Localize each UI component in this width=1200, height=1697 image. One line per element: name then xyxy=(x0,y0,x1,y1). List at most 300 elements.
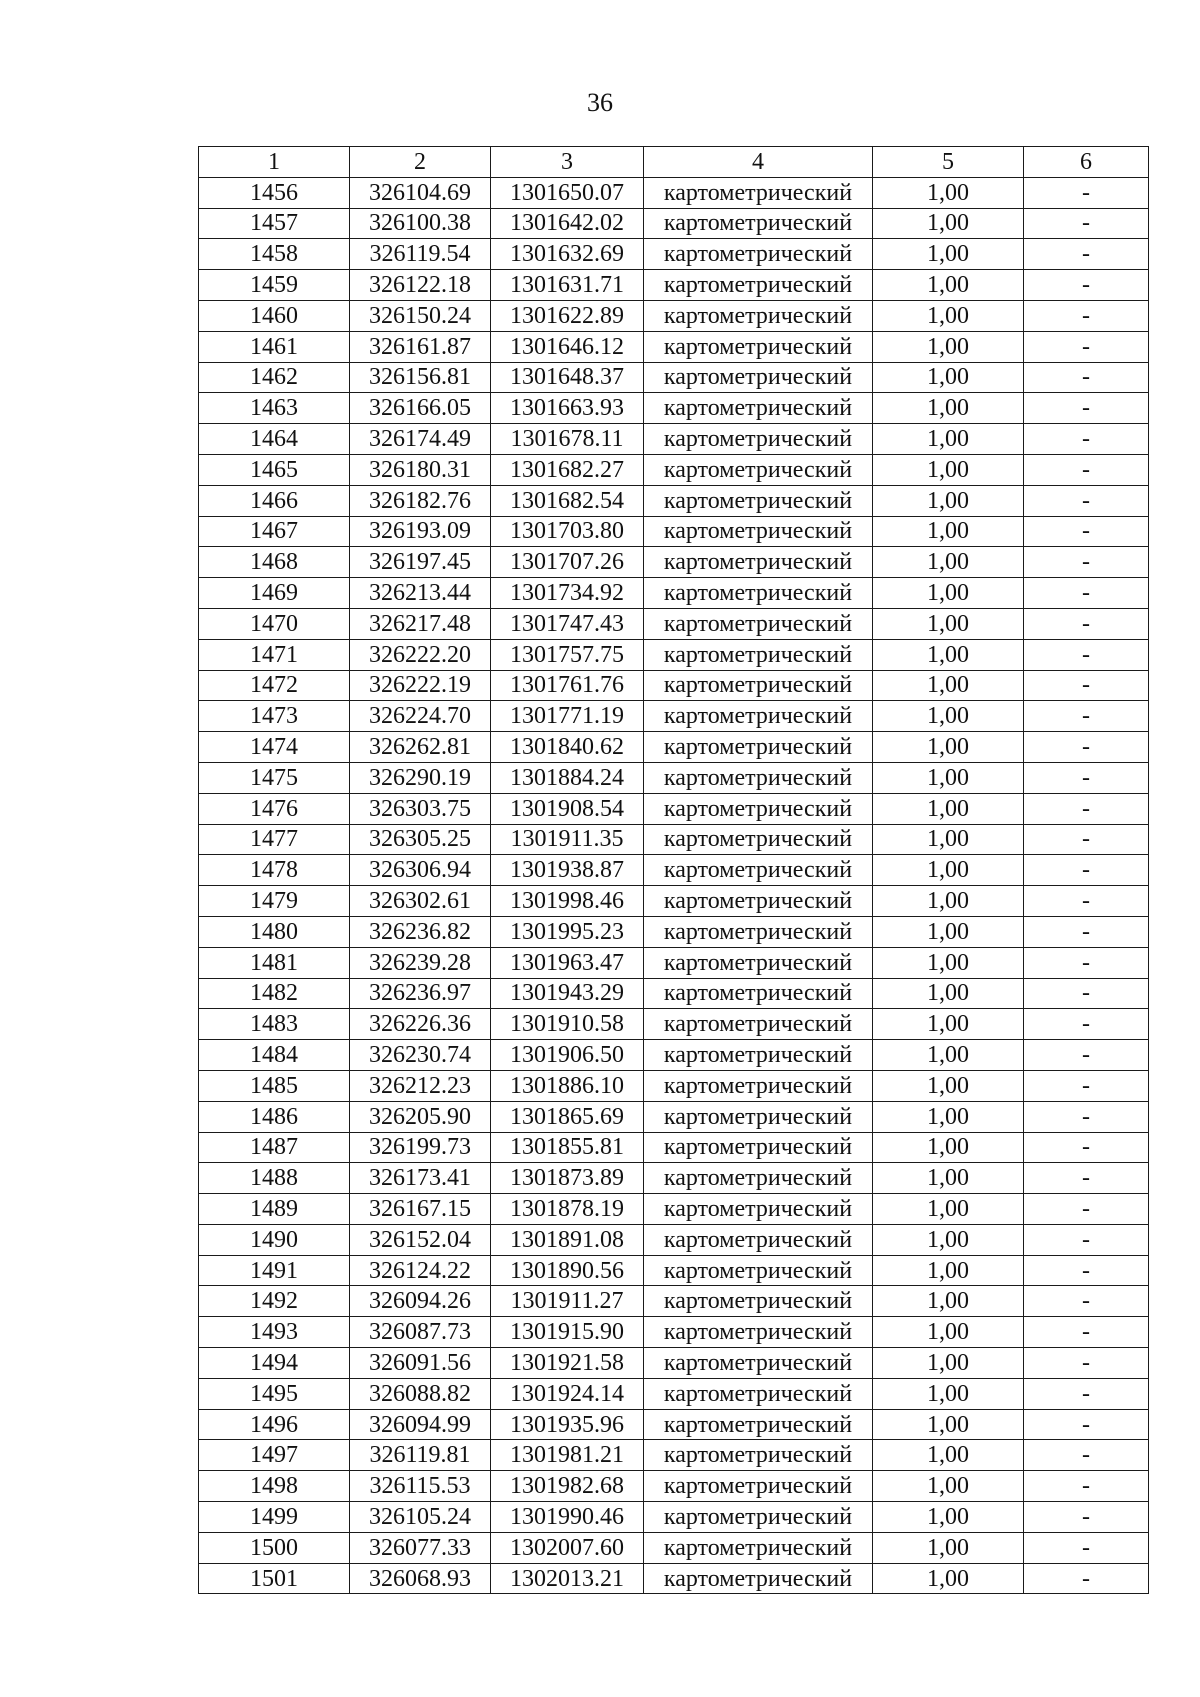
point-number-cell: 1487 xyxy=(199,1132,350,1163)
point-number-cell: 1494 xyxy=(199,1348,350,1379)
table-row xyxy=(199,1409,1149,1440)
note-cell: - xyxy=(1024,1471,1149,1502)
method-cell: картометрический xyxy=(644,1194,873,1225)
accuracy-cell: 1,00 xyxy=(873,1348,1024,1379)
accuracy-cell: 1,00 xyxy=(873,516,1024,547)
note-cell: - xyxy=(1024,1040,1149,1071)
method-cell: картометрический xyxy=(644,1471,873,1502)
point-number-cell: 1456 xyxy=(199,177,350,208)
accuracy-cell: 1,00 xyxy=(873,762,1024,793)
point-number-cell: 1468 xyxy=(199,547,350,578)
y-coordinate-cell: 1301646.12 xyxy=(491,331,644,362)
method-cell: картометрический xyxy=(644,732,873,763)
y-coordinate-cell: 1301908.54 xyxy=(491,793,644,824)
column-header: 1 xyxy=(199,147,350,178)
note-cell: - xyxy=(1024,270,1149,301)
note-cell: - xyxy=(1024,1440,1149,1471)
method-cell: картометрический xyxy=(644,300,873,331)
method-cell: картометрический xyxy=(644,824,873,855)
x-coordinate-cell: 326236.82 xyxy=(350,916,491,947)
table-row xyxy=(199,732,1149,763)
x-coordinate-cell: 326174.49 xyxy=(350,424,491,455)
accuracy-cell: 1,00 xyxy=(873,639,1024,670)
y-coordinate-cell: 1301921.58 xyxy=(491,1348,644,1379)
table-body xyxy=(199,147,1149,1594)
table-row xyxy=(199,1040,1149,1071)
point-number-cell: 1499 xyxy=(199,1502,350,1533)
point-number-cell: 1459 xyxy=(199,270,350,301)
point-number-cell: 1463 xyxy=(199,393,350,424)
point-number-cell: 1482 xyxy=(199,978,350,1009)
accuracy-cell: 1,00 xyxy=(873,1378,1024,1409)
note-cell: - xyxy=(1024,1378,1149,1409)
accuracy-cell: 1,00 xyxy=(873,424,1024,455)
note-cell: - xyxy=(1024,701,1149,732)
table-row xyxy=(199,1317,1149,1348)
point-number-cell: 1476 xyxy=(199,793,350,824)
y-coordinate-cell: 1301886.10 xyxy=(491,1070,644,1101)
x-coordinate-cell: 326122.18 xyxy=(350,270,491,301)
note-cell: - xyxy=(1024,1070,1149,1101)
method-cell: картометрический xyxy=(644,424,873,455)
note-cell: - xyxy=(1024,762,1149,793)
note-cell: - xyxy=(1024,855,1149,886)
x-coordinate-cell: 326094.26 xyxy=(350,1286,491,1317)
y-coordinate-cell: 1301963.47 xyxy=(491,947,644,978)
note-cell: - xyxy=(1024,1348,1149,1379)
table-row xyxy=(199,1378,1149,1409)
point-number-cell: 1466 xyxy=(199,485,350,516)
point-number-cell: 1477 xyxy=(199,824,350,855)
accuracy-cell: 1,00 xyxy=(873,1224,1024,1255)
point-number-cell: 1497 xyxy=(199,1440,350,1471)
point-number-cell: 1484 xyxy=(199,1040,350,1071)
y-coordinate-cell: 1301995.23 xyxy=(491,916,644,947)
point-number-cell: 1500 xyxy=(199,1532,350,1563)
y-coordinate-cell: 1301771.19 xyxy=(491,701,644,732)
x-coordinate-cell: 326306.94 xyxy=(350,855,491,886)
x-coordinate-cell: 326226.36 xyxy=(350,1009,491,1040)
table-row xyxy=(199,886,1149,917)
y-coordinate-cell: 1301924.14 xyxy=(491,1378,644,1409)
x-coordinate-cell: 326239.28 xyxy=(350,947,491,978)
accuracy-cell: 1,00 xyxy=(873,732,1024,763)
page-number: 36 xyxy=(587,88,613,117)
column-header: 6 xyxy=(1024,147,1149,178)
column-header: 3 xyxy=(491,147,644,178)
table-row xyxy=(199,855,1149,886)
point-number-cell: 1491 xyxy=(199,1255,350,1286)
point-number-cell: 1460 xyxy=(199,300,350,331)
table-row xyxy=(199,608,1149,639)
y-coordinate-cell: 1301906.50 xyxy=(491,1040,644,1071)
method-cell: картометрический xyxy=(644,1532,873,1563)
table-row xyxy=(199,1348,1149,1379)
x-coordinate-cell: 326077.33 xyxy=(350,1532,491,1563)
accuracy-cell: 1,00 xyxy=(873,1009,1024,1040)
x-coordinate-cell: 326088.82 xyxy=(350,1378,491,1409)
y-coordinate-cell: 1301648.37 xyxy=(491,362,644,393)
x-coordinate-cell: 326104.69 xyxy=(350,177,491,208)
note-cell: - xyxy=(1024,485,1149,516)
method-cell: картометрический xyxy=(644,485,873,516)
table-row xyxy=(199,1286,1149,1317)
method-cell: картометрический xyxy=(644,1224,873,1255)
x-coordinate-cell: 326262.81 xyxy=(350,732,491,763)
table-header-row xyxy=(199,147,1149,178)
note-cell: - xyxy=(1024,1009,1149,1040)
accuracy-cell: 1,00 xyxy=(873,208,1024,239)
note-cell: - xyxy=(1024,1532,1149,1563)
point-number-cell: 1473 xyxy=(199,701,350,732)
x-coordinate-cell: 326166.05 xyxy=(350,393,491,424)
method-cell: картометрический xyxy=(644,270,873,301)
accuracy-cell: 1,00 xyxy=(873,1286,1024,1317)
method-cell: картометрический xyxy=(644,454,873,485)
table-row xyxy=(199,978,1149,1009)
y-coordinate-cell: 1301761.76 xyxy=(491,670,644,701)
y-coordinate-cell: 1301981.21 xyxy=(491,1440,644,1471)
x-coordinate-cell: 326180.31 xyxy=(350,454,491,485)
y-coordinate-cell: 1301840.62 xyxy=(491,732,644,763)
point-number-cell: 1495 xyxy=(199,1378,350,1409)
point-number-cell: 1457 xyxy=(199,208,350,239)
x-coordinate-cell: 326205.90 xyxy=(350,1101,491,1132)
note-cell: - xyxy=(1024,916,1149,947)
table-row xyxy=(199,701,1149,732)
note-cell: - xyxy=(1024,1563,1149,1594)
method-cell: картометрический xyxy=(644,978,873,1009)
table-row xyxy=(199,947,1149,978)
x-coordinate-cell: 326119.54 xyxy=(350,239,491,270)
y-coordinate-cell: 1302007.60 xyxy=(491,1532,644,1563)
x-coordinate-cell: 326150.24 xyxy=(350,300,491,331)
note-cell: - xyxy=(1024,239,1149,270)
x-coordinate-cell: 326224.70 xyxy=(350,701,491,732)
accuracy-cell: 1,00 xyxy=(873,239,1024,270)
point-number-cell: 1480 xyxy=(199,916,350,947)
y-coordinate-cell: 1301622.89 xyxy=(491,300,644,331)
point-number-cell: 1489 xyxy=(199,1194,350,1225)
y-coordinate-cell: 1301891.08 xyxy=(491,1224,644,1255)
y-coordinate-cell: 1301703.80 xyxy=(491,516,644,547)
point-number-cell: 1462 xyxy=(199,362,350,393)
y-coordinate-cell: 1301734.92 xyxy=(491,578,644,609)
x-coordinate-cell: 326217.48 xyxy=(350,608,491,639)
table-row xyxy=(199,270,1149,301)
note-cell: - xyxy=(1024,424,1149,455)
table-row xyxy=(199,1502,1149,1533)
accuracy-cell: 1,00 xyxy=(873,1101,1024,1132)
note-cell: - xyxy=(1024,1255,1149,1286)
point-number-cell: 1464 xyxy=(199,424,350,455)
y-coordinate-cell: 1301911.35 xyxy=(491,824,644,855)
x-coordinate-cell: 326094.99 xyxy=(350,1409,491,1440)
method-cell: картометрический xyxy=(644,608,873,639)
table-row xyxy=(199,578,1149,609)
point-number-cell: 1496 xyxy=(199,1409,350,1440)
note-cell: - xyxy=(1024,1163,1149,1194)
accuracy-cell: 1,00 xyxy=(873,1194,1024,1225)
y-coordinate-cell: 1301998.46 xyxy=(491,886,644,917)
table-row xyxy=(199,454,1149,485)
table-row xyxy=(199,362,1149,393)
accuracy-cell: 1,00 xyxy=(873,701,1024,732)
accuracy-cell: 1,00 xyxy=(873,1070,1024,1101)
y-coordinate-cell: 1301707.26 xyxy=(491,547,644,578)
y-coordinate-cell: 1301982.68 xyxy=(491,1471,644,1502)
point-number-cell: 1483 xyxy=(199,1009,350,1040)
method-cell: картометрический xyxy=(644,516,873,547)
method-cell: картометрический xyxy=(644,670,873,701)
y-coordinate-cell: 1301865.69 xyxy=(491,1101,644,1132)
x-coordinate-cell: 326222.20 xyxy=(350,639,491,670)
table-row xyxy=(199,762,1149,793)
y-coordinate-cell: 1301910.58 xyxy=(491,1009,644,1040)
y-coordinate-cell: 1301878.19 xyxy=(491,1194,644,1225)
method-cell: картометрический xyxy=(644,701,873,732)
method-cell: картометрический xyxy=(644,1132,873,1163)
method-cell: картометрический xyxy=(644,947,873,978)
column-header: 2 xyxy=(350,147,491,178)
method-cell: картометрический xyxy=(644,639,873,670)
table-row xyxy=(199,1224,1149,1255)
accuracy-cell: 1,00 xyxy=(873,393,1024,424)
note-cell: - xyxy=(1024,393,1149,424)
point-number-cell: 1488 xyxy=(199,1163,350,1194)
accuracy-cell: 1,00 xyxy=(873,1409,1024,1440)
accuracy-cell: 1,00 xyxy=(873,1163,1024,1194)
note-cell: - xyxy=(1024,1317,1149,1348)
y-coordinate-cell: 1301935.96 xyxy=(491,1409,644,1440)
point-number-cell: 1470 xyxy=(199,608,350,639)
accuracy-cell: 1,00 xyxy=(873,1532,1024,1563)
x-coordinate-cell: 326305.25 xyxy=(350,824,491,855)
accuracy-cell: 1,00 xyxy=(873,1471,1024,1502)
y-coordinate-cell: 1301884.24 xyxy=(491,762,644,793)
y-coordinate-cell: 1302013.21 xyxy=(491,1563,644,1594)
table-row xyxy=(199,1070,1149,1101)
note-cell: - xyxy=(1024,670,1149,701)
method-cell: картометрический xyxy=(644,886,873,917)
point-number-cell: 1490 xyxy=(199,1224,350,1255)
point-number-cell: 1461 xyxy=(199,331,350,362)
point-number-cell: 1492 xyxy=(199,1286,350,1317)
method-cell: картометрический xyxy=(644,855,873,886)
x-coordinate-cell: 326156.81 xyxy=(350,362,491,393)
y-coordinate-cell: 1301682.27 xyxy=(491,454,644,485)
method-cell: картометрический xyxy=(644,1563,873,1594)
note-cell: - xyxy=(1024,608,1149,639)
y-coordinate-cell: 1301678.11 xyxy=(491,424,644,455)
table-row xyxy=(199,208,1149,239)
x-coordinate-cell: 326173.41 xyxy=(350,1163,491,1194)
table-row xyxy=(199,1163,1149,1194)
x-coordinate-cell: 326167.15 xyxy=(350,1194,491,1225)
accuracy-cell: 1,00 xyxy=(873,1040,1024,1071)
note-cell: - xyxy=(1024,978,1149,1009)
accuracy-cell: 1,00 xyxy=(873,1317,1024,1348)
note-cell: - xyxy=(1024,1409,1149,1440)
x-coordinate-cell: 326213.44 xyxy=(350,578,491,609)
note-cell: - xyxy=(1024,947,1149,978)
accuracy-cell: 1,00 xyxy=(873,454,1024,485)
method-cell: картометрический xyxy=(644,1255,873,1286)
point-number-cell: 1471 xyxy=(199,639,350,670)
y-coordinate-cell: 1301747.43 xyxy=(491,608,644,639)
note-cell: - xyxy=(1024,454,1149,485)
note-cell: - xyxy=(1024,639,1149,670)
method-cell: картометрический xyxy=(644,762,873,793)
column-header: 5 xyxy=(873,147,1024,178)
accuracy-cell: 1,00 xyxy=(873,1132,1024,1163)
x-coordinate-cell: 326087.73 xyxy=(350,1317,491,1348)
accuracy-cell: 1,00 xyxy=(873,300,1024,331)
method-cell: картометрический xyxy=(644,1317,873,1348)
column-header: 4 xyxy=(644,147,873,178)
method-cell: картометрический xyxy=(644,916,873,947)
accuracy-cell: 1,00 xyxy=(873,362,1024,393)
table-row xyxy=(199,424,1149,455)
table-row xyxy=(199,1132,1149,1163)
table-row xyxy=(199,1471,1149,1502)
table-row xyxy=(199,1101,1149,1132)
accuracy-cell: 1,00 xyxy=(873,485,1024,516)
x-coordinate-cell: 326193.09 xyxy=(350,516,491,547)
x-coordinate-cell: 326199.73 xyxy=(350,1132,491,1163)
y-coordinate-cell: 1301943.29 xyxy=(491,978,644,1009)
note-cell: - xyxy=(1024,732,1149,763)
y-coordinate-cell: 1301873.89 xyxy=(491,1163,644,1194)
accuracy-cell: 1,00 xyxy=(873,331,1024,362)
accuracy-cell: 1,00 xyxy=(873,1563,1024,1594)
point-number-cell: 1493 xyxy=(199,1317,350,1348)
accuracy-cell: 1,00 xyxy=(873,270,1024,301)
table-row xyxy=(199,331,1149,362)
point-number-cell: 1501 xyxy=(199,1563,350,1594)
method-cell: картометрический xyxy=(644,1348,873,1379)
table-row xyxy=(199,393,1149,424)
y-coordinate-cell: 1301631.71 xyxy=(491,270,644,301)
y-coordinate-cell: 1301757.75 xyxy=(491,639,644,670)
accuracy-cell: 1,00 xyxy=(873,916,1024,947)
table-row xyxy=(199,639,1149,670)
accuracy-cell: 1,00 xyxy=(873,947,1024,978)
x-coordinate-cell: 326091.56 xyxy=(350,1348,491,1379)
note-cell: - xyxy=(1024,1502,1149,1533)
note-cell: - xyxy=(1024,177,1149,208)
note-cell: - xyxy=(1024,1224,1149,1255)
point-number-cell: 1474 xyxy=(199,732,350,763)
accuracy-cell: 1,00 xyxy=(873,547,1024,578)
y-coordinate-cell: 1301855.81 xyxy=(491,1132,644,1163)
note-cell: - xyxy=(1024,824,1149,855)
x-coordinate-cell: 326182.76 xyxy=(350,485,491,516)
point-number-cell: 1472 xyxy=(199,670,350,701)
y-coordinate-cell: 1301911.27 xyxy=(491,1286,644,1317)
method-cell: картометрический xyxy=(644,362,873,393)
x-coordinate-cell: 326302.61 xyxy=(350,886,491,917)
method-cell: картометрический xyxy=(644,177,873,208)
accuracy-cell: 1,00 xyxy=(873,578,1024,609)
table-row xyxy=(199,1194,1149,1225)
x-coordinate-cell: 326100.38 xyxy=(350,208,491,239)
x-coordinate-cell: 326222.19 xyxy=(350,670,491,701)
x-coordinate-cell: 326152.04 xyxy=(350,1224,491,1255)
point-number-cell: 1469 xyxy=(199,578,350,609)
method-cell: картометрический xyxy=(644,1101,873,1132)
point-number-cell: 1479 xyxy=(199,886,350,917)
x-coordinate-cell: 326068.93 xyxy=(350,1563,491,1594)
y-coordinate-cell: 1301990.46 xyxy=(491,1502,644,1533)
x-coordinate-cell: 326236.97 xyxy=(350,978,491,1009)
table-row xyxy=(199,300,1149,331)
x-coordinate-cell: 326212.23 xyxy=(350,1070,491,1101)
table-row xyxy=(199,1255,1149,1286)
table-row xyxy=(199,793,1149,824)
method-cell: картометрический xyxy=(644,1040,873,1071)
y-coordinate-cell: 1301915.90 xyxy=(491,1317,644,1348)
note-cell: - xyxy=(1024,1286,1149,1317)
accuracy-cell: 1,00 xyxy=(873,1255,1024,1286)
x-coordinate-cell: 326161.87 xyxy=(350,331,491,362)
y-coordinate-cell: 1301632.69 xyxy=(491,239,644,270)
accuracy-cell: 1,00 xyxy=(873,824,1024,855)
x-coordinate-cell: 326197.45 xyxy=(350,547,491,578)
note-cell: - xyxy=(1024,362,1149,393)
y-coordinate-cell: 1301663.93 xyxy=(491,393,644,424)
point-number-cell: 1475 xyxy=(199,762,350,793)
note-cell: - xyxy=(1024,547,1149,578)
accuracy-cell: 1,00 xyxy=(873,608,1024,639)
x-coordinate-cell: 326290.19 xyxy=(350,762,491,793)
table-row xyxy=(199,916,1149,947)
y-coordinate-cell: 1301642.02 xyxy=(491,208,644,239)
accuracy-cell: 1,00 xyxy=(873,978,1024,1009)
point-number-cell: 1478 xyxy=(199,855,350,886)
point-number-cell: 1486 xyxy=(199,1101,350,1132)
note-cell: - xyxy=(1024,300,1149,331)
x-coordinate-cell: 326119.81 xyxy=(350,1440,491,1471)
note-cell: - xyxy=(1024,516,1149,547)
x-coordinate-cell: 326115.53 xyxy=(350,1471,491,1502)
x-coordinate-cell: 326303.75 xyxy=(350,793,491,824)
point-number-cell: 1485 xyxy=(199,1070,350,1101)
note-cell: - xyxy=(1024,1194,1149,1225)
note-cell: - xyxy=(1024,331,1149,362)
x-coordinate-cell: 326124.22 xyxy=(350,1255,491,1286)
method-cell: картометрический xyxy=(644,547,873,578)
method-cell: картометрический xyxy=(644,1070,873,1101)
method-cell: картометрический xyxy=(644,208,873,239)
method-cell: картометрический xyxy=(644,1502,873,1533)
point-number-cell: 1467 xyxy=(199,516,350,547)
note-cell: - xyxy=(1024,208,1149,239)
table-row xyxy=(199,1563,1149,1594)
method-cell: картометрический xyxy=(644,1163,873,1194)
y-coordinate-cell: 1301938.87 xyxy=(491,855,644,886)
point-number-cell: 1465 xyxy=(199,454,350,485)
note-cell: - xyxy=(1024,886,1149,917)
y-coordinate-cell: 1301682.54 xyxy=(491,485,644,516)
note-cell: - xyxy=(1024,578,1149,609)
method-cell: картометрический xyxy=(644,1009,873,1040)
point-number-cell: 1481 xyxy=(199,947,350,978)
x-coordinate-cell: 326230.74 xyxy=(350,1040,491,1071)
accuracy-cell: 1,00 xyxy=(873,177,1024,208)
method-cell: картометрический xyxy=(644,1409,873,1440)
method-cell: картометрический xyxy=(644,1440,873,1471)
